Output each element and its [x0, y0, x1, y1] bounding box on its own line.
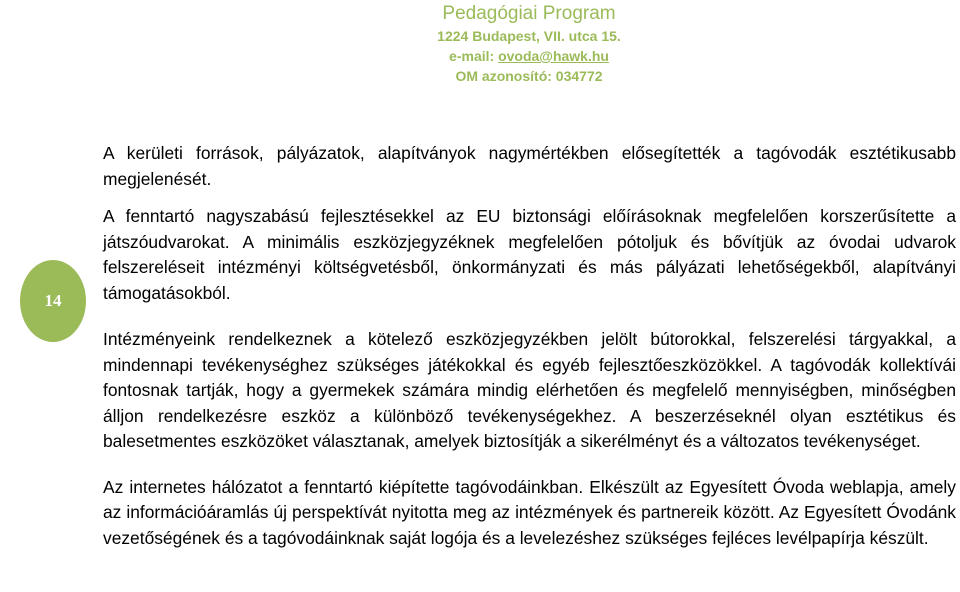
paragraph: A fenntartó nagyszabású fejlesztésekkel az EU biztonsági előírásoknak megfelelően korszerűsítette a játszóudvarokat. A minimális eszközjegyzéknek megfelelően pótoljuk és bővítjük az óvodai udvarok felszereléseit intézményi költségvetésből, önkormányzati és más pályázati lehetőségekből, alapítványi támogatásokból. — [103, 206, 956, 303]
email-line — [0, 46, 960, 66]
address: 1224 Budapest, VII. utca 15. — [437, 28, 621, 44]
body-text — [103, 141, 956, 551]
page-number: 14 — [44, 291, 62, 310]
email-link[interactable]: ovoda@hawk.hu — [498, 48, 609, 64]
paragraph: Az internetes hálózatot a fenntartó kiépítette tagóvodáinkban. Elkészült az Egyesített Óvoda weblapja, amely az információáramlás új perspektívát nyitotta meg az intézmények és partnereik között. Az Egyesített Óvodánk vezetőségének és a tagóvodáinknak saját logója és a levelezéshez szükséges fejléces levélpapírja készült. — [103, 476, 956, 548]
page-header — [0, 0, 960, 86]
program-title: Pedagógiai Program — [442, 3, 616, 24]
email-label: e-mail: — [449, 48, 499, 64]
paragraph: A kerületi források, pályázatok, alapítványok nagymértékben elősegítették a tagóvodák esztétikusabb megjelenését. — [103, 143, 956, 189]
page-number-badge — [20, 260, 86, 342]
paragraph: Intézményeink rendelkeznek a kötelező eszközjegyzékben jelölt bútorokkal, felszerelési tárgyakkal, a mindennapi tevékenységhez szükséges játékokkal és egyéb fejlesztőeszközökkel. A tagóvodák kollektívái fontosnak tartják, hogy a gyermekek számára mindig elérhetően és megfelelő mennyiségben, minőségben álljon rendelkezésre eszköz a különböző tevékenységekhez. A beszerzéseknél olyan esztétikus és balesetmentes eszközöket választanak, amelyek biztosítják a sikerélményt és a változatos tevékenységet. — [103, 329, 956, 451]
om-id: OM azonosító: 034772 — [455, 68, 603, 84]
